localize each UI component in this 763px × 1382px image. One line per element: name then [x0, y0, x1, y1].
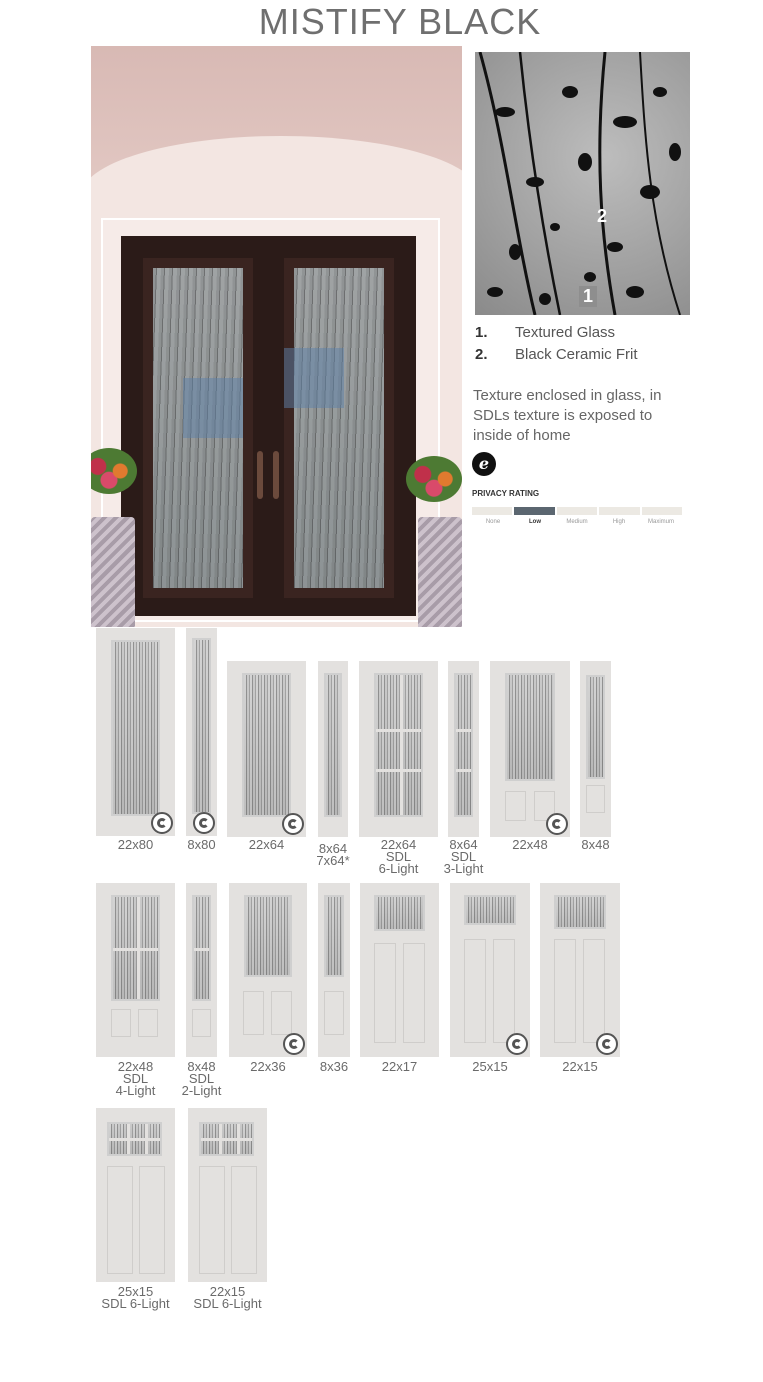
callout-number: 2 [597, 206, 608, 226]
door-panel [199, 1166, 225, 1274]
glass-panel [464, 895, 516, 925]
size-caption: 22x15 [562, 1059, 598, 1074]
size-caption: 22x36 [250, 1059, 286, 1074]
grille-bar [456, 769, 471, 772]
glass-size-tile[interactable] [188, 1108, 267, 1282]
flowers-right [406, 456, 462, 502]
glass-size-tile[interactable] [318, 661, 348, 837]
grille-bar [109, 1138, 160, 1141]
glass-panel [505, 673, 555, 781]
glass-size-tile[interactable] [186, 628, 217, 836]
glass-panel [107, 1122, 162, 1156]
privacy-segment [599, 507, 639, 515]
door-panel [231, 1166, 257, 1274]
reversible-icon [282, 813, 304, 835]
glass-size-tile[interactable] [448, 661, 479, 837]
size-caption: 8x64 7x64* [316, 841, 350, 868]
glass-size-tile[interactable] [450, 883, 530, 1057]
hero-door-photo [91, 46, 462, 627]
glass-panel [324, 895, 344, 977]
size-caption: 8x36 [319, 1059, 349, 1074]
legend-label: Black Ceramic Frit [515, 346, 638, 363]
grille-bar [113, 948, 158, 951]
glass-panel [324, 673, 342, 817]
privacy-rating-labels [472, 519, 682, 525]
glass-size-tile[interactable] [227, 661, 306, 837]
glass-size-tile[interactable] [360, 883, 439, 1057]
glass-panel [454, 673, 473, 817]
door-panel [374, 943, 396, 1043]
privacy-level-label: None [485, 519, 501, 525]
legend-number: 2. [475, 346, 488, 363]
door-leaf-left [143, 258, 253, 598]
door-panel [505, 791, 526, 821]
glass-panel [192, 638, 211, 814]
legend-label: Textured Glass [515, 324, 616, 341]
feature-legend [475, 322, 638, 366]
grille-bar [400, 675, 403, 815]
grille-bar [219, 1124, 222, 1154]
size-caption: 8x64 SDL 3-Light [443, 837, 484, 876]
size-caption: 22x48 [512, 837, 548, 852]
size-caption: 8x48 [581, 837, 610, 852]
energy-badge-icon: e [472, 452, 496, 476]
grille-bar [456, 729, 471, 732]
legend-item [475, 344, 638, 366]
door-panel [586, 785, 605, 813]
door-handle-right [273, 451, 279, 499]
page-title: MISTIFY BLACK [258, 1, 542, 42]
planter-right [418, 517, 462, 627]
glass-panel [374, 895, 425, 931]
grille-bar [127, 1124, 130, 1154]
door-panel [464, 939, 486, 1043]
size-caption: 25x15 SDL 6-Light [101, 1284, 170, 1311]
size-caption: 22x15 SDL 6-Light [193, 1284, 262, 1311]
privacy-level-label: High [612, 519, 626, 525]
glass-size-tile[interactable] [186, 883, 217, 1057]
legend-number: 1. [475, 324, 488, 341]
privacy-segment [514, 507, 554, 515]
grille-bar [376, 769, 421, 772]
glass-reflection [183, 378, 243, 438]
glass-size-tile[interactable] [580, 661, 611, 837]
privacy-segment [557, 507, 597, 515]
size-caption: 25x15 [472, 1059, 508, 1074]
double-door [121, 236, 416, 616]
glass-size-tile[interactable] [96, 628, 175, 836]
glass-panel [192, 895, 211, 1001]
door-panel [111, 1009, 131, 1037]
privacy-level-label: Low [529, 519, 541, 525]
glass-size-tile[interactable] [318, 883, 350, 1057]
privacy-segment [642, 507, 682, 515]
frit-pattern [475, 52, 690, 315]
door-panel [271, 991, 292, 1035]
reversible-icon [546, 813, 568, 835]
door-glass-right [294, 268, 384, 588]
glass-panel [111, 640, 160, 816]
size-caption: 22x64 SDL 6-Light [378, 837, 419, 876]
glass-detail-closeup [475, 52, 690, 315]
size-caption: 22x64 [248, 837, 285, 852]
door-panel [403, 943, 425, 1043]
grille-bar [237, 1124, 240, 1154]
door-leaf-right [284, 258, 394, 598]
door-panel [192, 1009, 211, 1037]
size-caption: 8x48 SDL 2-Light [181, 1059, 222, 1098]
glass-size-tile[interactable] [359, 661, 438, 837]
door-panel [243, 991, 264, 1035]
privacy-rating-bar [472, 507, 682, 515]
glass-size-tile[interactable] [540, 883, 620, 1057]
glass-panel [374, 673, 423, 817]
door-handle-left [257, 451, 263, 499]
size-caption: 22x17 [381, 1059, 418, 1074]
glass-size-tile[interactable] [229, 883, 307, 1057]
texture-note: Texture enclosed in glass, in SDLs texture is exposed to inside of home [473, 387, 662, 444]
reversible-icon [151, 812, 173, 834]
door-panel [554, 939, 576, 1043]
glass-size-tile[interactable] [96, 883, 175, 1057]
door-panel [583, 939, 605, 1043]
glass-panel [242, 673, 291, 817]
glass-panel [244, 895, 292, 977]
size-caption: 22x80 [117, 837, 154, 852]
reversible-icon [283, 1033, 305, 1055]
glass-reflection [284, 348, 344, 408]
glass-panel [199, 1122, 254, 1156]
door-panel [324, 991, 344, 1035]
grille-bar [137, 897, 140, 999]
door-panel [138, 1009, 158, 1037]
grille-bar [145, 1124, 148, 1154]
legend-item [475, 322, 638, 344]
glass-panel [586, 675, 605, 779]
door-panel [493, 939, 515, 1043]
privacy-rating-title: PRIVACY RATING [472, 489, 540, 498]
privacy-segment [472, 507, 512, 515]
privacy-level-label: Maximum [647, 519, 674, 525]
reversible-icon [506, 1033, 528, 1055]
door-panel [107, 1166, 133, 1274]
grille-bar [201, 1138, 252, 1141]
reversible-icon [596, 1033, 618, 1055]
glass-panel [554, 895, 606, 929]
reversible-icon [193, 812, 215, 834]
size-caption: 8x80 [187, 837, 216, 852]
door-panel [139, 1166, 165, 1274]
grille-bar [194, 948, 209, 951]
planter-left [91, 517, 135, 627]
grille-bar [376, 729, 421, 732]
glass-size-tile[interactable] [96, 1108, 175, 1282]
glass-size-tile[interactable] [490, 661, 570, 837]
glass-panel [111, 895, 160, 1001]
size-caption: 22x48 SDL 4-Light [115, 1059, 156, 1098]
callout-number: 1 [579, 286, 597, 307]
privacy-level-label: Medium [566, 519, 588, 525]
